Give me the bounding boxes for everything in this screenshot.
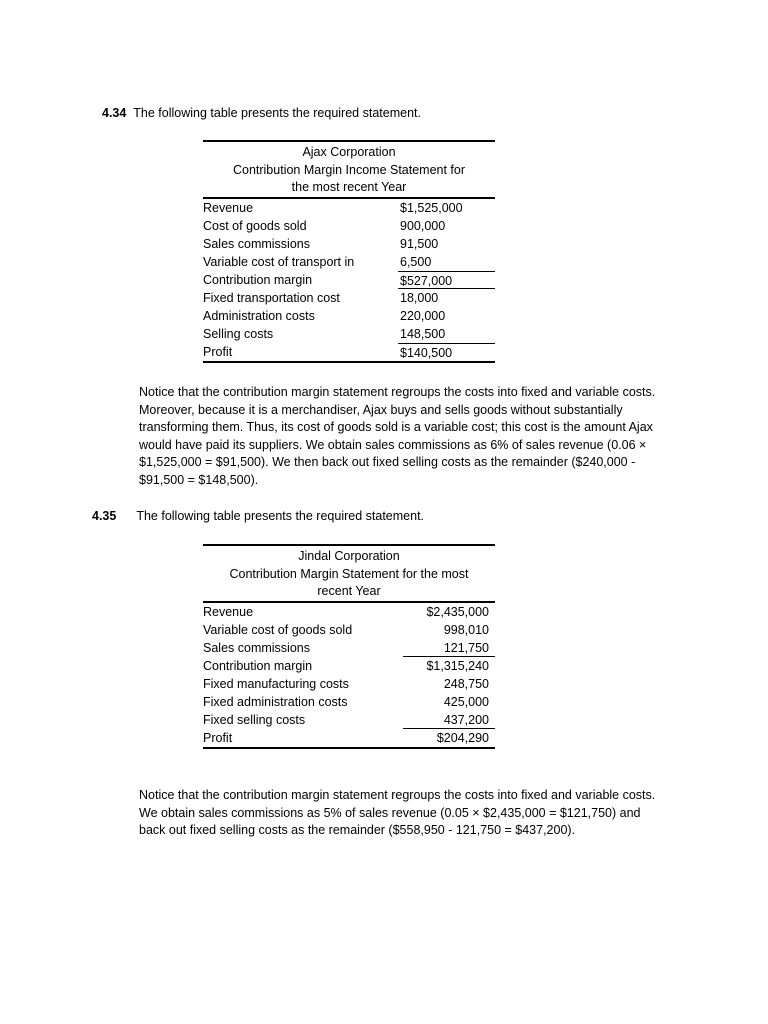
row-value: 425,000: [443, 694, 489, 709]
table-row: [203, 271, 495, 289]
row-label: Fixed administration costs: [203, 694, 348, 709]
ajax-company-name: Ajax Corporation: [302, 145, 396, 159]
row-value: 437,200: [403, 711, 495, 729]
jindal-title-line-2: recent Year: [317, 584, 381, 598]
table-row: [203, 639, 495, 657]
row-value: 6,500: [400, 254, 432, 269]
row-value: 148,500: [400, 326, 446, 341]
row-value: $2,435,000: [426, 604, 489, 619]
problem-434-heading: [102, 106, 421, 120]
row-label: Profit: [203, 730, 233, 745]
row-value: $204,290: [436, 730, 489, 745]
table-row: [203, 603, 495, 621]
problem-434-number: 4.34: [102, 106, 127, 120]
problem-435-heading: [92, 509, 424, 523]
row-value: 220,000: [400, 308, 446, 323]
table-row: [203, 675, 495, 693]
table-row: [203, 711, 495, 729]
jindal-statement-table: [203, 544, 495, 749]
ajax-statement-title: [203, 140, 495, 199]
table-row: [203, 253, 495, 271]
table-row: [203, 199, 495, 217]
row-value: 248,750: [443, 676, 489, 691]
row-label: Variable cost of transport in: [203, 254, 355, 269]
problem-435-intro: The following table presents the required statement.: [136, 509, 425, 523]
row-label: Contribution margin: [203, 272, 313, 287]
row-value: $1,525,000: [400, 200, 463, 215]
row-label: Cost of goods sold: [203, 218, 307, 233]
row-value: 998,010: [443, 622, 489, 637]
row-value: $1,315,240: [426, 658, 489, 673]
table-row: [203, 217, 495, 235]
jindal-notice-paragraph: Notice that the contribution margin statement regroups the costs into fixed and variable costs. We obtain sales commissions as 5% of sales revenue (0.05 × $2,435,000 = $121,750) and back out fixed selling costs as the remainder ($558,950 - 121,750 = $437,200).: [139, 788, 656, 837]
row-label: Sales commissions: [203, 236, 310, 251]
table-row: [203, 657, 495, 675]
row-label: Revenue: [203, 200, 254, 215]
table-row: [203, 235, 495, 253]
table-row: [203, 289, 495, 307]
row-label: Selling costs: [203, 326, 274, 341]
row-label: Fixed manufacturing costs: [203, 676, 349, 691]
table-row: [203, 621, 495, 639]
table-row: [203, 693, 495, 711]
row-label: Profit: [203, 344, 233, 359]
jindal-statement-title: [203, 544, 495, 603]
ajax-notice-paragraph: Notice that the contribution margin statement regroups the costs into fixed and variable costs. Moreover, because it is a merchandiser, Ajax buys and sells goods without substantially transforming them. Thus, its cost of goods sold is a variable cost; this cost is the amount Ajax would have paid its suppliers. We obtain sales commissions as 6% of sales revenue (0.06 × $1,525,000 = $91,500). We then back out fixed selling costs as the remainder ($240,000 - $91,500 = $148,500).: [139, 385, 656, 487]
jindal-company-name: Jindal Corporation: [298, 549, 400, 563]
row-label: Sales commissions: [203, 640, 310, 655]
table-row: [203, 729, 495, 749]
jindal-title-line-1: Contribution Margin Statement for the most: [229, 566, 469, 581]
row-label: Administration costs: [203, 308, 315, 323]
ajax-statement-table: [203, 140, 495, 363]
row-label: Revenue: [203, 604, 254, 619]
row-value: 91,500: [400, 236, 439, 251]
row-value: $527,000: [398, 271, 495, 289]
table-row: [203, 343, 495, 363]
table-row: [203, 325, 495, 343]
row-label: Fixed transportation cost: [203, 290, 340, 305]
row-value: $140,500: [398, 343, 495, 361]
row-value: 121,750: [403, 639, 495, 657]
table-row: [203, 307, 495, 325]
row-value: 18,000: [400, 290, 439, 305]
row-value: 900,000: [400, 218, 446, 233]
row-label: Contribution margin: [203, 658, 313, 673]
ajax-title-line-2: the most recent Year: [291, 180, 407, 194]
ajax-title-line-1: Contribution Margin Income Statement for: [232, 162, 466, 177]
row-label: Fixed selling costs: [203, 712, 306, 727]
row-label: Variable cost of goods sold: [203, 622, 353, 637]
problem-434-intro: The following table presents the required statement.: [133, 106, 421, 120]
problem-435-number: 4.35: [92, 509, 117, 523]
